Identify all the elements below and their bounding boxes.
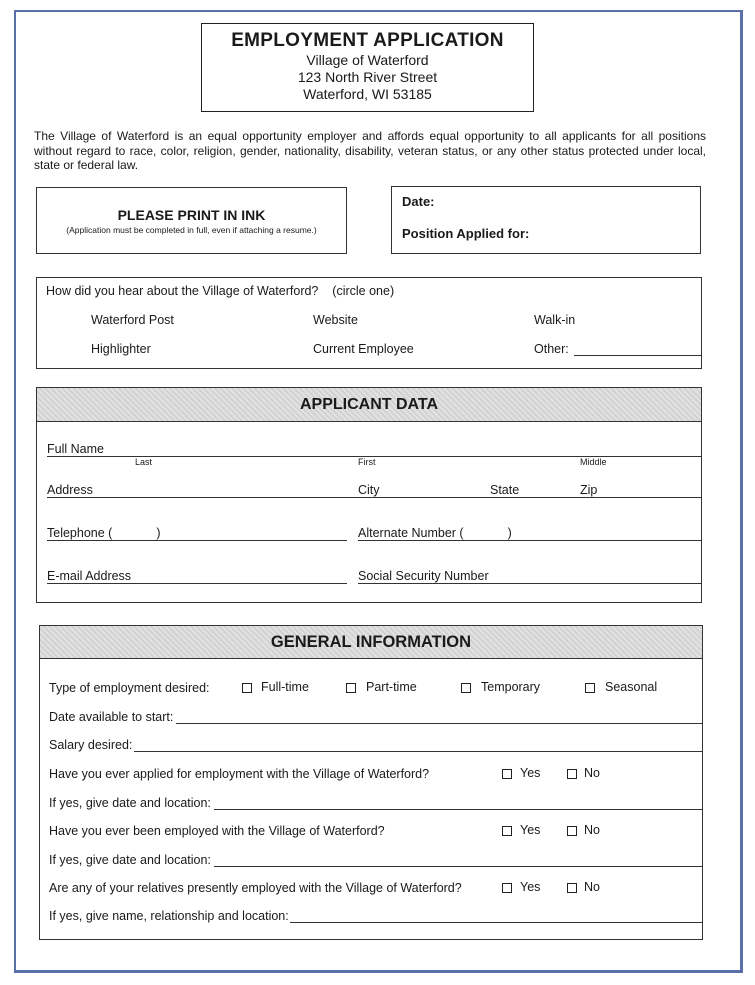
last-name-caption: Last bbox=[135, 457, 153, 467]
date-available-field[interactable] bbox=[176, 723, 702, 724]
middle-name-caption: Middle bbox=[580, 457, 607, 467]
employed-followup-field[interactable] bbox=[214, 866, 702, 867]
full-time-label: Full-time bbox=[261, 680, 309, 694]
applied-no-label: No bbox=[584, 766, 600, 780]
referral-instruction: (circle one) bbox=[332, 284, 395, 298]
telephone-label-text: Telephone ( bbox=[47, 526, 113, 540]
seasonal-label: Seasonal bbox=[605, 680, 658, 694]
applicant-data-header: APPLICANT DATA bbox=[37, 388, 701, 422]
form-title: EMPLOYMENT APPLICATION bbox=[231, 30, 504, 51]
ssn-label: Social Security Number bbox=[358, 569, 489, 583]
alternate-label-text: Alternate Number ( bbox=[358, 526, 464, 540]
date-label: Date: bbox=[402, 194, 435, 209]
relatives-no-label: No bbox=[584, 880, 600, 894]
applied-no-checkbox[interactable] bbox=[567, 769, 577, 779]
first-name-caption: First bbox=[358, 457, 376, 467]
ssn-field[interactable] bbox=[358, 583, 701, 584]
salary-label: Salary desired: bbox=[49, 738, 133, 752]
general-information-section bbox=[39, 625, 703, 940]
date-available-label: Date available to start: bbox=[49, 710, 174, 724]
print-notice-subtitle: (Application must be completed in full, even if attaching a resume.) bbox=[66, 225, 317, 235]
employed-followup-label: If yes, give date and location: bbox=[49, 853, 211, 867]
general-information-header: GENERAL INFORMATION bbox=[40, 626, 702, 659]
relatives-question: Are any of your relatives presently employed with the Village of Waterford? bbox=[49, 881, 462, 895]
employed-no-label: No bbox=[584, 823, 600, 837]
seasonal-checkbox[interactable] bbox=[585, 683, 595, 693]
print-notice-title: PLEASE PRINT IN INK bbox=[117, 207, 266, 223]
eeo-statement: The Village of Waterford is an equal opportunity employer and affords equal opportunity to all applicants for all positions without regard to race, color, religion, gender, nationality, disability, veteran status, or any other status protected under local, state or federal law. bbox=[34, 129, 706, 172]
temporary-label: Temporary bbox=[481, 680, 541, 694]
date-position-box bbox=[391, 186, 701, 254]
referral-option[interactable]: Current Employee bbox=[313, 342, 414, 356]
referral-question bbox=[46, 284, 394, 298]
part-time-checkbox[interactable] bbox=[346, 683, 356, 693]
temporary-checkbox[interactable] bbox=[461, 683, 471, 693]
telephone-label bbox=[47, 526, 161, 540]
applied-followup-field[interactable] bbox=[214, 809, 702, 810]
full-name-label: Full Name bbox=[47, 442, 104, 456]
referral-option[interactable]: Walk-in bbox=[534, 313, 576, 327]
city-label: City bbox=[358, 483, 380, 497]
telephone-field[interactable] bbox=[47, 540, 347, 541]
salary-field[interactable] bbox=[134, 751, 702, 752]
alternate-label-close: ) bbox=[507, 526, 512, 540]
org-city: Waterford, WI 53185 bbox=[303, 86, 432, 102]
referral-option[interactable]: Waterford Post bbox=[91, 313, 174, 327]
email-field[interactable] bbox=[47, 583, 347, 584]
relatives-no-checkbox[interactable] bbox=[567, 883, 577, 893]
other-input-line[interactable] bbox=[574, 355, 701, 356]
address-field[interactable] bbox=[47, 497, 701, 498]
part-time-label: Part-time bbox=[366, 680, 417, 694]
applied-yes-checkbox[interactable] bbox=[502, 769, 512, 779]
header-box bbox=[201, 23, 534, 112]
applied-yes-label: Yes bbox=[520, 766, 541, 780]
applied-question: Have you ever applied for employment with the Village of Waterford? bbox=[49, 767, 430, 781]
applied-followup-label: If yes, give date and location: bbox=[49, 796, 211, 810]
telephone-label-close: ) bbox=[156, 526, 161, 540]
org-street: 123 North River Street bbox=[297, 69, 438, 85]
zip-label: Zip bbox=[580, 483, 598, 497]
referral-question-text: How did you hear about the Village of Waterford? bbox=[46, 284, 319, 298]
relatives-followup-field[interactable] bbox=[290, 922, 702, 923]
state-label: State bbox=[490, 483, 520, 497]
alternate-number-label bbox=[358, 526, 512, 540]
referral-option[interactable]: Other: bbox=[534, 342, 569, 356]
relatives-yes-label: Yes bbox=[520, 880, 541, 894]
position-label: Position Applied for: bbox=[402, 226, 530, 241]
applicant-data-section bbox=[36, 387, 702, 603]
org-name: Village of Waterford bbox=[306, 52, 429, 68]
employed-no-checkbox[interactable] bbox=[567, 826, 577, 836]
alternate-number-field[interactable] bbox=[358, 540, 701, 541]
print-notice-box bbox=[36, 187, 347, 254]
employment-type-label: Type of employment desired: bbox=[49, 681, 210, 695]
relatives-followup-label: If yes, give name, relationship and location: bbox=[49, 909, 289, 923]
employed-yes-label: Yes bbox=[520, 823, 541, 837]
referral-box bbox=[36, 277, 702, 369]
referral-option[interactable]: Highlighter bbox=[91, 342, 151, 356]
relatives-yes-checkbox[interactable] bbox=[502, 883, 512, 893]
referral-option[interactable]: Website bbox=[313, 313, 358, 327]
email-label: E-mail Address bbox=[47, 569, 132, 583]
address-label: Address bbox=[47, 483, 93, 497]
full-time-checkbox[interactable] bbox=[242, 683, 252, 693]
employed-yes-checkbox[interactable] bbox=[502, 826, 512, 836]
employed-question: Have you ever been employed with the Village of Waterford? bbox=[49, 824, 385, 838]
